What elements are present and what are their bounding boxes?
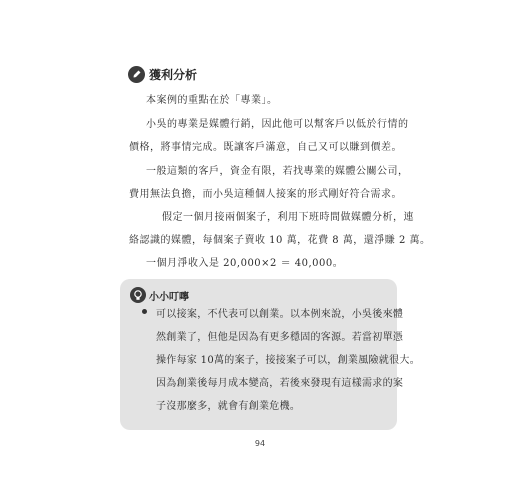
tip-header [130,287,189,303]
body-line: 價格，將事情完成。既讓客戶滿意，自己又可以賺到價差。 [129,142,402,153]
body-line: 絡認識的媒體，每個案子賣收 10 萬，花費 8 萬，還淨賺 2 萬。 [129,235,431,246]
tip-box [120,279,421,430]
tip-line: 操作每家 10萬的案子，接接案子可以，創業風險就很大。 [156,355,421,366]
page-number: 94 [254,439,266,448]
body-line: 本案例的重點在於「專業」。 [146,95,278,106]
body-line: 一般這類的客戶，資金有限，若找專業的媒體公關公司， [146,166,409,177]
tip-line: 因為創業後每月成本變高，若後來發現有這樣需求的案 [156,378,404,389]
tip-title: 小小叮嚀 [149,291,189,303]
body-line: 小吳的專業是媒體行銷，因此他可以幫客戶以低於行情的 [146,119,409,130]
bullet-icon [142,309,147,314]
tip-line: 可以接案，不代表可以創業。以本例來說，小吳後來體 [156,309,404,320]
lightbulb-icon [130,287,146,303]
tip-line: 然創業了，但他是因為有更多穩固的客源。若當初單憑 [156,332,404,343]
body-line: 假定一個月接兩個案子，利用下班時間做媒體分析，連 [162,212,414,223]
body-line: 費用無法負擔，而小吳這種個人接案的形式剛好符合需求。 [129,189,402,200]
body-line: 一個月淨收入是 20,000×2 ＝ 40,000。 [146,258,344,269]
section-title: 獲利分析 [149,67,198,82]
tip-line: 子沒那麼多，就會有創業危機。 [156,401,301,412]
section-header [128,64,197,84]
pen-icon [128,66,145,83]
